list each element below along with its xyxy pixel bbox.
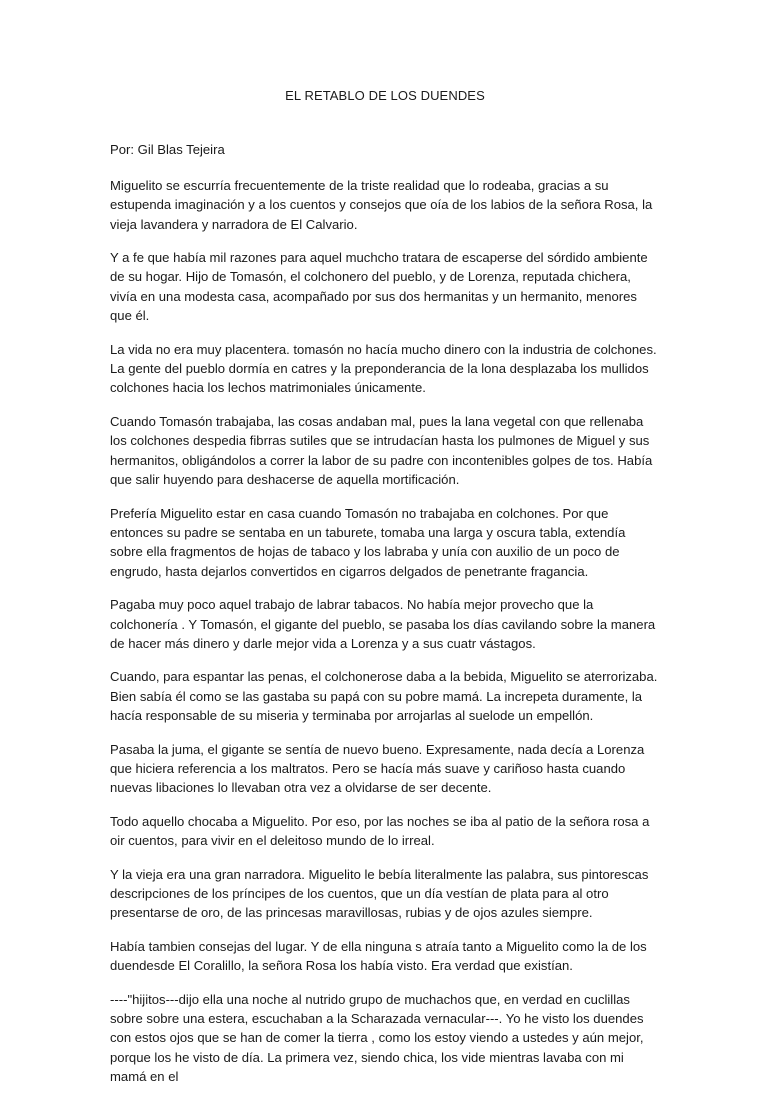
paragraph: Cuando, para espantar las penas, el colchonerose daba a la bebida, Miguelito se aterrorizaba. Bien sabía él como se las gastaba su papá con su pobre mamá. La increpeta duramente, la hacía responsable de su miseria y terminaba por arrojarlas al suelode un empellón. xyxy=(110,669,658,724)
author-line: Por: Gil Blas Tejeira xyxy=(110,142,225,158)
paragraph: Pagaba muy poco aquel trabajo de labrar tabacos. No había mejor provecho que la colchonería . Y Tomasón, el gigante del pueblo, se pasaba los días cavilando sobre la manera de hacer más dinero y darle mejor vida a Lorenza y a sus cuatr vástagos. xyxy=(110,597,656,651)
paragraph: ----"hijitos---dijo ella una noche al nutrido grupo de muchachos que, en verdad en cuclillas sobre sobre una estera, escuchaban a la Scharazada vernacular---. Yo he visto los duendes con estos ojos que se han de comer la tierra , como los estoy viendo a ustedes y aún mejor, porque los he visto de día. La primera vez, siendo chica, los vide mientras lavaba con mi mamá en el xyxy=(110,991,644,1085)
paragraph: Había tambien consejas del lugar. Y de ella ninguna s atraía tanto a Miguelito como la de los duendesde El Coralillo, la señora Rosa los había visto. Era verdad que existían. xyxy=(110,938,647,974)
document-title: EL RETABLO DE LOS DUENDES xyxy=(285,88,485,103)
paragraph: Y la vieja era una gran narradora. Miguelito le bebía literalmente las palabra, sus pintorescas descripciones de los príncipes de los cuentos, que un día vestían de plata para al otro presentarse de oro, de las princesas maravillosas, rubias y de ojos azules siempre. xyxy=(110,866,649,921)
paragraph: Todo aquello chocaba a Miguelito. Por eso, por las noches se iba al patio de la señora rosa a oir cuentos, para vivir en el deleitoso mundo de lo irreal. xyxy=(110,813,650,849)
paragraph: Prefería Miguelito estar en casa cuando Tomasón no trabajaba en colchones. Por que entonces su padre se sentaba en un taburete, tomaba una larga y oscura tabla, extendía sobre ella fragmentos de hojas de tabaco y los labraba y unía con auxilio de un poco de engrudo, hasta dejarlos convertidos en cigarros delgados de penetrante fragancia. xyxy=(110,505,626,579)
paragraph: Pasaba la juma, el gigante se sentía de nuevo bueno. Expresamente, nada decía a Lorenza que hiciera referencia a los maltratos. Pero se hacía más suave y cariñoso hasta cuando nuevas libaciones lo llevaban otra vez a olvidarse de ser decente. xyxy=(110,741,645,796)
paragraph: Miguelito se escurría frecuentemente de la triste realidad que lo rodeaba, gracias a su estupenda imaginación y a los cuentos y consejos que oía de los labios de la señora Rosa, la vieja lavandera y narradora de El Calvario. xyxy=(110,177,653,232)
paragraph: Cuando Tomasón trabajaba, las cosas andaban mal, pues la lana vegetal con que rellenaba los colchones despedia fibrras sutiles que se intrudacían hasta los pulmones de Miguel y sus hermanitos, obligándolos a correr la labor de su padre con incontenibles golpes de tos. Había que salir huyendo para deshacerse de aquella mortificación. xyxy=(110,413,653,488)
paragraph: Y a fe que había mil razones para aquel muchcho tratara de escaperse del sórdido ambiente de su hogar. Hijo de Tomasón, el colchonero del pueblo, y de Lorenza, reputada chichera, vivía en una modesta casa, acompañado por sus dos hermanitas y un hermanito, menores que él. xyxy=(110,250,648,324)
paragraph: La vida no era muy placentera. tomasón no hacía mucho dinero con la industria de colchones. La gente del pueblo dormía en catres y la preponderancia de la lona desplazaba los mullidos colchones hacia los lechos matrimoniales únicamente. xyxy=(110,341,657,396)
document-page xyxy=(110,86,660,1101)
